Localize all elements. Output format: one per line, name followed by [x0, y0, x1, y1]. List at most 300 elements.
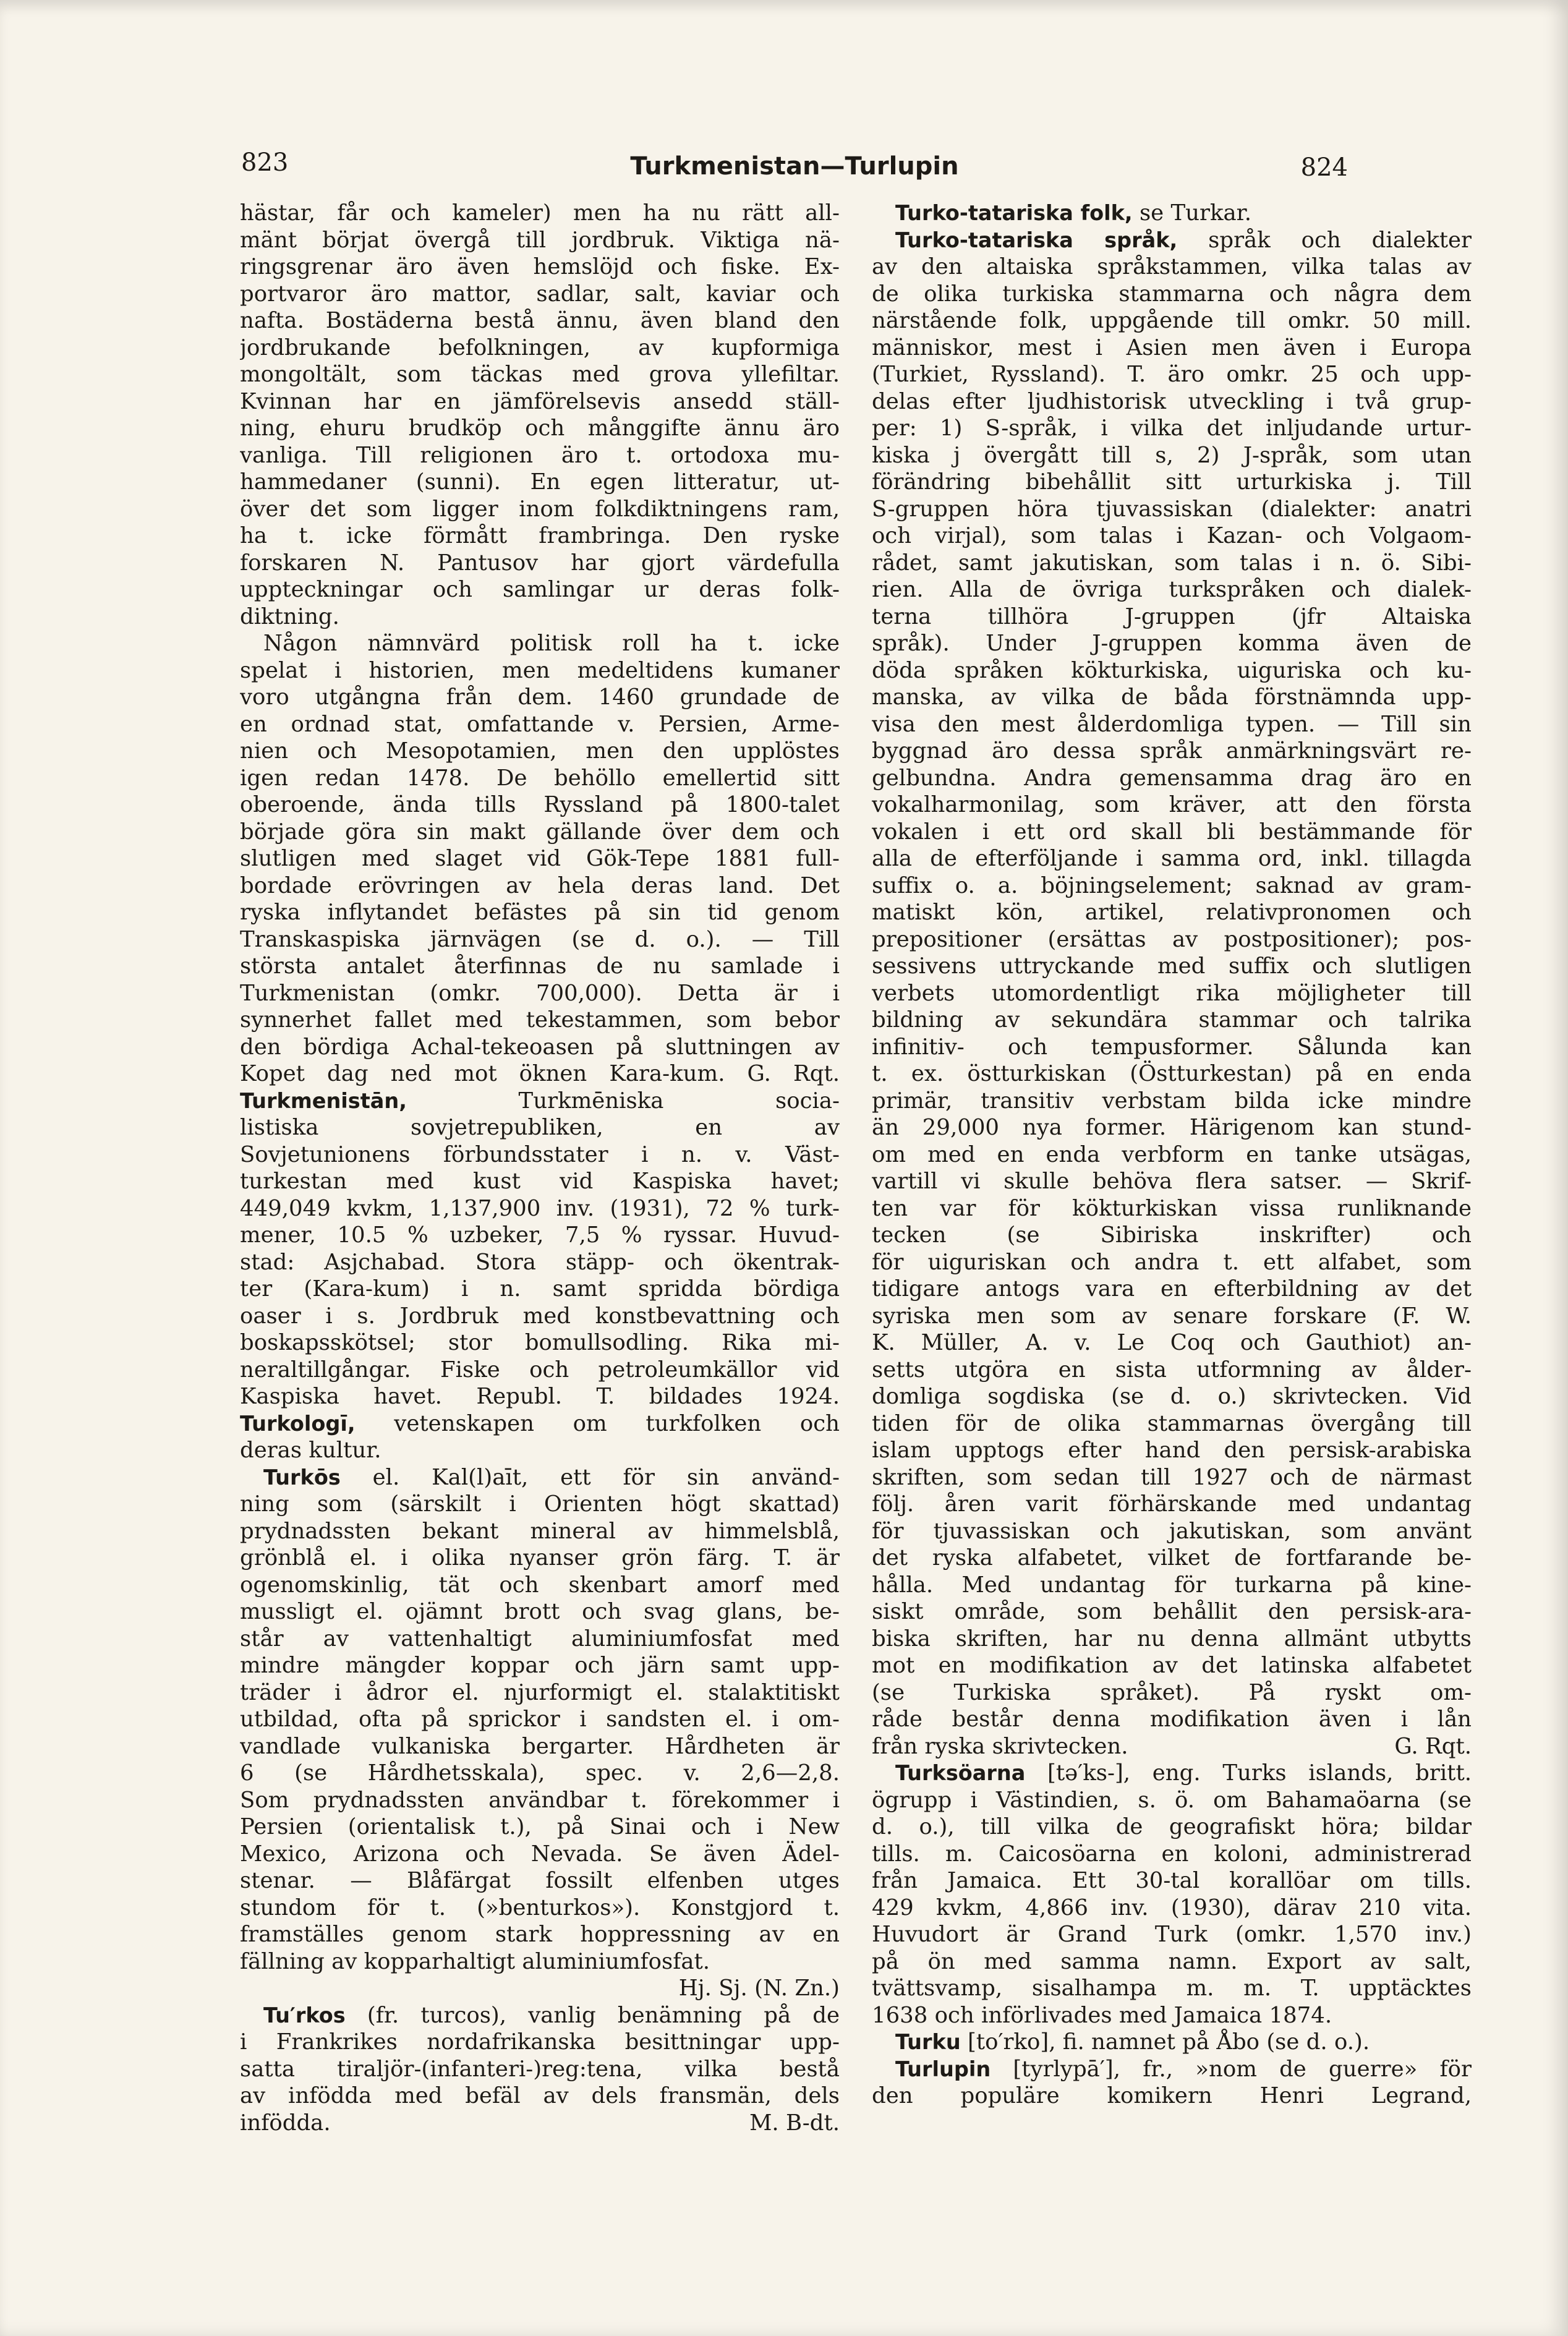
line-text: Turkmenistan (omkr. 700,000). Detta är i: [240, 980, 840, 1006]
text-line: [240, 1034, 840, 1061]
line-text: el. Kal(l)aīt, ett för sin använd-: [340, 1464, 840, 1490]
line-text: stenar. — Blåfärgat fossilt elfenben utges: [240, 1868, 840, 1893]
text-line: [872, 684, 1472, 711]
line-text: deras kultur.: [240, 1438, 381, 1463]
line-text: per: 1) S-språk, i vilka det inljudande urtur-: [872, 416, 1472, 441]
line-text: delas efter ljudhistorisk utveckling i två grup-: [872, 388, 1472, 414]
text-line: [872, 711, 1472, 738]
line-text: neraltillgångar. Fiske och petroleumkällor vid: [240, 1357, 840, 1383]
line-text: mot en modifikation av det latinska alfabetet: [872, 1653, 1472, 1678]
text-line: [872, 1249, 1472, 1276]
line-text: ögrupp i Västindien, s. ö. om Bahamaöarna (se: [872, 1787, 1472, 1813]
line-text: råde består denna modifikation även i lån: [872, 1707, 1472, 1732]
line-text: ter (Kara-kum) i n. samt spridda bördiga: [240, 1276, 840, 1302]
text-line: [240, 1329, 840, 1357]
line-text: slutligen med slaget vid Gök-Tepe 1881 full-: [240, 846, 840, 871]
text-line: [240, 1948, 840, 1976]
line-text: nien och Mesopotamien, men den upplöstes: [240, 738, 840, 764]
line-text: ning, ehuru brudköp och månggifte ännu äro: [240, 416, 840, 441]
text-line: [872, 1276, 1472, 1303]
line-text: hammedaner (sunni). En egen litteratur, ut-: [240, 469, 840, 495]
line-text: terna tillhöra J-gruppen (jfr Altaiska: [872, 603, 1472, 629]
line-text: tiden för de olika stammarnas övergång till: [872, 1410, 1472, 1436]
line-text: från Jamaica. Ett 30-tal korallöar om tills.: [872, 1868, 1472, 1893]
entry-headword: Turkologī,: [240, 1411, 356, 1436]
line-text: infinitiv- och tempusformer. Sålunda kan: [872, 1034, 1472, 1060]
text-line: [240, 1222, 840, 1249]
line-text: närstående folk, uppgående till omkr. 50 mill.: [872, 308, 1472, 333]
text-line: [240, 711, 840, 738]
text-line: [872, 469, 1472, 496]
text-line: [240, 738, 840, 765]
text-line: [240, 1464, 840, 1491]
text-line: [872, 254, 1472, 281]
line-text: Transkaspiska järnvägen (se d. o.). — Till: [240, 926, 840, 952]
text-line: [240, 765, 840, 792]
text-line: [872, 1222, 1472, 1249]
line-text: fällning av kopparhaltigt aluminiumfosfat.: [240, 1948, 710, 1974]
author-signature: G. Rqt.: [1394, 1733, 1472, 1759]
text-line: [872, 1410, 1472, 1438]
text-line: [240, 1787, 840, 1814]
line-text: vandlade vulkaniska bergarter. Hårdheten är: [240, 1733, 840, 1759]
text-line: [240, 442, 840, 469]
text-line: [240, 1975, 840, 2002]
entry-headword: Turko-tatariska folk,: [895, 201, 1133, 225]
text-line: [240, 872, 840, 900]
text-line: [240, 1060, 840, 1088]
line-text: stundom för t. (»benturkos»). Konstgjord t.: [240, 1895, 840, 1920]
text-line: [240, 1437, 840, 1464]
text-line: [240, 2002, 840, 2029]
text-line: [872, 1572, 1472, 1599]
text-line: [872, 1383, 1472, 1410]
line-text: satta tiraljör-(infanteri-)reg:tena, vilka bestå: [240, 2056, 840, 2082]
line-text: Persien (orientalisk t.), på Sinai och i New: [240, 1814, 840, 1839]
text-line: [872, 361, 1472, 388]
line-text: största antalet återfinnas de nu samlade i: [240, 953, 840, 979]
text-line: [872, 227, 1472, 254]
line-text: diktning.: [240, 603, 339, 629]
text-line: [872, 2082, 1472, 2110]
text-line: [240, 1841, 840, 1868]
text-line: [240, 1249, 840, 1276]
line-text: igen redan 1478. De behöllo emellertid sitt: [240, 765, 840, 791]
text-line: [872, 442, 1472, 469]
line-text: vokalen i ett ord skall bli bestämmande för: [872, 819, 1472, 845]
line-text: av den altaiska språkstammen, vilka talas av: [872, 254, 1472, 279]
line-text: ten var för kökturkiskan vissa runliknande: [872, 1195, 1472, 1221]
text-line: [240, 1276, 840, 1303]
text-line: [240, 926, 840, 953]
line-text: och virjal), som talas i Kazan- och Volgaom-: [872, 523, 1472, 548]
line-text: det ryska alfabetet, vilket de fortfarande be-: [872, 1545, 1472, 1571]
line-text: infödda.: [240, 2110, 331, 2136]
line-text: i Frankrikes nordafrikanska besittningar upp-: [240, 2029, 840, 2055]
line-text: ringsgrenar äro även hemslöjd och fiske. Ex-: [240, 254, 840, 279]
line-text: K. Müller, A. v. Le Coq och Gauthiot) an-: [872, 1330, 1472, 1355]
text-line: [872, 1867, 1472, 1895]
line-text: grönblå el. i olika nyanser grön färg. T. är: [240, 1545, 840, 1571]
text-line: [240, 307, 840, 335]
line-text: för tjuvassiskan och jakutiskan, som använt: [872, 1518, 1472, 1544]
text-line: [240, 1168, 840, 1195]
text-line: [240, 469, 840, 496]
text-line: [240, 980, 840, 1007]
line-text: vartill vi skulle behöva flera satser. — Skrif-: [872, 1169, 1472, 1194]
line-text: jordbrukande befolkningen, av kupformiga: [240, 335, 840, 360]
line-text: suffix o. a. böjningselement; saknad av gram-: [872, 872, 1472, 898]
line-text: rien. Alla de övriga turkspråken och dialek-: [872, 577, 1472, 602]
text-line: [240, 550, 840, 577]
text-line: [872, 1437, 1472, 1464]
line-text: oberoende, ända tills Ryssland på 1800-talet: [240, 792, 840, 817]
line-text: för uiguriskan och andra t. ett alfabet, som: [872, 1249, 1472, 1275]
text-line: [240, 254, 840, 281]
text-line: [872, 522, 1472, 550]
line-text: mener, 10.5 % uzbeker, 7,5 % ryssar. Huvud-: [240, 1222, 840, 1248]
text-line: [872, 1814, 1472, 1841]
text-line: [240, 1195, 840, 1222]
line-text: alla de efterföljande i samma ord, inkl. tillagda: [872, 846, 1472, 871]
line-text: manska, av vilka de båda förstnämnda upp-: [872, 684, 1472, 710]
line-text: förändring bibehållit sitt urturkiska j. Till: [872, 469, 1472, 495]
text-line: [240, 335, 840, 362]
text-line: [872, 630, 1472, 657]
line-text: Kaspiska havet. Republ. T. bildades 1924.: [240, 1384, 840, 1409]
text-line: [240, 1814, 840, 1841]
text-line: [240, 1867, 840, 1895]
line-text: boskapsskötsel; stor bomullsodling. Rika mi-: [240, 1330, 840, 1355]
line-text: 6 (se Hårdhetsskala), spec. v. 2,6—2,8.: [240, 1760, 840, 1786]
text-line: [240, 845, 840, 872]
text-line: [872, 576, 1472, 603]
line-text: en ordnad stat, omfattande v. Persien, Arme-: [240, 711, 840, 737]
text-line: [872, 1598, 1472, 1626]
text-line: [872, 1652, 1472, 1679]
text-line: [872, 1034, 1472, 1061]
line-text: den populäre komikern Henri Legrand,: [872, 2083, 1472, 2108]
text-line: [240, 2029, 840, 2056]
line-text: tills. m. Caicosöarna en koloni, administrerad: [872, 1841, 1472, 1867]
line-text: tvättsvamp, sisalhampa m. m. T. upptäcktes: [872, 1976, 1472, 2001]
text-line: [872, 791, 1472, 819]
line-text: utbildad, ofta på sprickor i sandsten el. i om-: [240, 1707, 840, 1732]
text-line: [872, 1060, 1472, 1088]
line-text: byggnad äro dessa språk anmärkningsvärt re-: [872, 738, 1472, 764]
line-text: av infödda med befäl av dels fransmän, dels: [240, 2083, 840, 2108]
text-line: [240, 1410, 840, 1438]
line-text: hästar, får och kameler) men ha nu rätt all-: [240, 200, 840, 226]
line-text: synnerhet fallet med tekestammen, som bebor: [240, 1007, 840, 1033]
text-line: [240, 281, 840, 308]
text-line: [872, 1141, 1472, 1169]
text-line: [872, 1921, 1472, 1948]
text-line: [872, 1357, 1472, 1384]
entry-headword: Turkmenistān,: [240, 1088, 407, 1113]
text-line: [240, 200, 840, 227]
right-column: [872, 200, 1472, 2110]
line-text: S-gruppen höra tjuvassiskan (dialekter: anatri: [872, 496, 1472, 522]
text-line: [240, 1141, 840, 1169]
line-text: tidigare antogs vara en efterbildning av det: [872, 1276, 1472, 1302]
line-text: siskt område, som behållit den persisk-ara-: [872, 1599, 1472, 1624]
line-text: Kvinnan har en jämförelsevis ansedd ställ-: [240, 388, 840, 414]
line-text: nafta. Bostäderna bestå ännu, även bland den: [240, 308, 840, 333]
text-line: [872, 200, 1472, 227]
line-text: vokalharmonilag, som kräver, att den första: [872, 792, 1472, 817]
line-text: domliga sogdiska (se d. o.) skrivtecken. Vid: [872, 1384, 1472, 1409]
line-text: bildning av sekundära stammar och talrika: [872, 1007, 1472, 1033]
line-text: Huvudort är Grand Turk (omkr. 1,570 inv.): [872, 1922, 1472, 1947]
line-text: syriska men som av senare forskare (F. W.: [872, 1303, 1472, 1329]
line-text: voro utgångna från dem. 1460 grundade de: [240, 684, 840, 710]
page-number-right: 824: [1300, 153, 1348, 182]
line-text: portvaror äro mattor, sadlar, salt, kaviar och: [240, 281, 840, 307]
text-line: [872, 1114, 1472, 1141]
line-text: den bördiga Achal-tekeoasen på sluttningen av: [240, 1034, 840, 1060]
text-line: [240, 630, 840, 657]
text-line: [872, 388, 1472, 416]
text-line: [872, 1545, 1472, 1572]
text-line: [872, 657, 1472, 684]
line-text: prepositioner (ersättas av postpositioner); pos-: [872, 926, 1472, 952]
text-line: [240, 1760, 840, 1787]
line-text: ning som (särskilt i Orienten högt skattad): [240, 1491, 840, 1517]
text-line: [872, 550, 1472, 577]
line-text: skriften, som sedan till 1927 och de närmast: [872, 1464, 1472, 1490]
line-text: t. ex. östturkiskan (Östturkestan) på en enda: [872, 1061, 1472, 1086]
text-line: [240, 603, 840, 631]
line-text: setts utgöra en sista utformning av ålder-: [872, 1357, 1472, 1383]
text-line: [240, 415, 840, 442]
text-line: [872, 1706, 1472, 1733]
line-text: Någon nämnvärd politisk roll ha t. icke: [263, 631, 840, 656]
line-text: bordade erövringen av hela deras land. Det: [240, 872, 840, 898]
line-text: (Turkiet, Ryssland). T. äro omkr. 25 och upp-: [872, 362, 1472, 387]
page-title: Turkmenistan—Turlupin: [630, 152, 959, 181]
text-line: [240, 1491, 840, 1518]
line-text: [to′rko], fi. namnet på Åbo (se d. o.).: [960, 2029, 1370, 2055]
text-line: [872, 845, 1472, 872]
text-line: [872, 335, 1472, 362]
line-text: turkestan med kust vid Kaspiska havet;: [240, 1169, 840, 1194]
text-line: [872, 1518, 1472, 1545]
entry-headword: Turksöarna: [895, 1761, 1026, 1785]
text-line: [872, 926, 1472, 953]
line-text: spelat i historien, men medeltidens kumaner: [240, 657, 840, 683]
line-text: mänt börjat övergå till jordbruk. Viktiga nä-: [240, 227, 840, 253]
line-text: språk). Under J-gruppen komma även de: [872, 631, 1472, 656]
line-text: ogenomskinlig, tät och skenbart amorf med: [240, 1572, 840, 1598]
line-text: (se Turkiska språket). På ryskt om-: [872, 1679, 1472, 1705]
text-line: [240, 1921, 840, 1948]
text-line: [872, 2056, 1472, 2083]
text-line: [240, 1303, 840, 1330]
line-text: språk och dialekter: [1177, 227, 1472, 253]
text-line: [240, 684, 840, 711]
line-text: började göra sin makt gällande över dem och: [240, 819, 840, 845]
text-line: [240, 1652, 840, 1679]
entry-headword: Turko-tatariska språk,: [895, 228, 1178, 252]
line-text: oaser i s. Jordbruk med konstbevattning och: [240, 1303, 840, 1329]
line-text: döda språken kökturkiska, uiguriska och ku-: [872, 657, 1472, 683]
line-text: se Turkar.: [1132, 200, 1251, 226]
text-line: [240, 899, 840, 926]
line-text: från ryska skrivtecken.: [872, 1733, 1128, 1759]
line-text: ha t. icke förmått frambringa. Den ryske: [240, 523, 840, 548]
text-line: [872, 765, 1472, 792]
text-line: [872, 307, 1472, 335]
line-text: mussligt el. ojämnt brott och svag glans, be-: [240, 1599, 840, 1624]
text-line: [240, 496, 840, 523]
line-text: ryska inflytandet befästes på sin tid genom: [240, 900, 840, 925]
text-line: [872, 899, 1472, 926]
line-text: verbets utomordentligt rika möjligheter till: [872, 980, 1472, 1006]
text-line: [872, 496, 1472, 523]
text-line: [872, 1975, 1472, 2002]
line-text: vanliga. Till religionen äro t. ortodoxa mu-: [240, 442, 840, 468]
running-head: [241, 148, 1348, 185]
text-line: [240, 361, 840, 388]
text-line: [872, 1787, 1472, 1814]
text-line: [240, 1598, 840, 1626]
text-line: [872, 1088, 1472, 1115]
line-text: [tyrlypā′], fr., »nom de guerre» för: [991, 2056, 1472, 2082]
text-line: [240, 2110, 840, 2137]
line-text: står av vattenhaltigt aluminiumfosfat med: [240, 1626, 840, 1652]
line-text: prydnadssten bekant mineral av himmelsblå,: [240, 1518, 840, 1544]
line-text: 1638 och införlivades med Jamaica 1874.: [872, 2002, 1332, 2028]
line-text: primär, transitiv verbstam bilda icke mindre: [872, 1088, 1472, 1114]
line-text: om med en enda verbform en tanke utsägas,: [872, 1141, 1472, 1167]
text-line: [872, 603, 1472, 631]
text-line: [240, 1626, 840, 1653]
text-line: [872, 1841, 1472, 1868]
text-line: [240, 819, 840, 846]
entry-headword: Tu′rkos: [263, 2003, 346, 2027]
text-line: [872, 738, 1472, 765]
text-line: [240, 1895, 840, 1922]
line-text: stad: Asjchabad. Stora stäpp- och ökentrak-: [240, 1249, 840, 1275]
text-line: [872, 872, 1472, 900]
text-line: [240, 1357, 840, 1384]
line-text: d. o.), till vilka de geografiskt höra; bildar: [872, 1814, 1472, 1839]
line-text: uppteckningar och samlingar ur deras folk-: [240, 577, 840, 602]
text-line: [240, 2082, 840, 2110]
line-text: rådet, samt jakutiskan, som talas i n. ö. Sibi-: [872, 550, 1472, 576]
text-line: [872, 1948, 1472, 1976]
text-line: [872, 1464, 1472, 1491]
text-line: [872, 1168, 1472, 1195]
text-line: [240, 1679, 840, 1707]
text-line: [240, 1088, 840, 1115]
text-line: [240, 1733, 840, 1760]
line-text: Kopet dag ned mot öknen Kara-kum. G. Rqt.: [240, 1061, 840, 1086]
line-text: Mexico, Arizona och Nevada. Se även Ädel-: [240, 1841, 840, 1867]
text-line: [872, 1733, 1472, 1760]
line-text: visa den mest ålderdomliga typen. — Till sin: [872, 711, 1472, 737]
text-line: [240, 227, 840, 254]
text-line: [240, 1572, 840, 1599]
text-line: [240, 791, 840, 819]
text-line: [872, 1679, 1472, 1707]
line-text: matiskt kön, artikel, relativpronomen och: [872, 900, 1472, 925]
line-text: Som prydnadssten användbar t. förekommer i: [240, 1787, 840, 1813]
text-line: [240, 388, 840, 416]
line-text: [tə′ks-], eng. Turks islands, britt.: [1025, 1760, 1472, 1786]
text-line: [240, 1114, 840, 1141]
line-text: träder i ådror el. njurformigt el. stalaktitiskt: [240, 1679, 840, 1705]
text-line: [240, 1383, 840, 1410]
text-line: [240, 522, 840, 550]
line-text: 429 kvkm, 4,866 inv. (1930), därav 210 vita.: [872, 1895, 1472, 1920]
text-line: [872, 1303, 1472, 1330]
text-line: [872, 2002, 1472, 2029]
text-line: [872, 2029, 1472, 2056]
text-line: [872, 819, 1472, 846]
text-line: [240, 1007, 840, 1034]
line-text: framställes genom stark hoppressning av en: [240, 1922, 840, 1947]
left-column: [240, 200, 840, 2136]
line-text: kiska j övergått till s, 2) J-språk, som utan: [872, 442, 1472, 468]
line-text: vetenskapen om turkfolken och: [355, 1410, 840, 1436]
line-text: Turkmēniska socia-: [406, 1088, 840, 1114]
line-text: följ. åren varit förhärskande med undantag: [872, 1491, 1472, 1517]
entry-headword: Turku: [895, 2030, 961, 2054]
text-line: [240, 1706, 840, 1733]
text-line: [872, 1195, 1472, 1222]
entry-headword: Turlupin: [895, 2057, 991, 2081]
line-text: (fr. turcos), vanlig benämning på de: [345, 2002, 840, 2028]
text-line: [240, 2056, 840, 2083]
entry-headword: Turkōs: [263, 1465, 341, 1490]
author-signature: M. B-dt.: [749, 2110, 840, 2136]
text-line: [872, 980, 1472, 1007]
line-text: forskaren N. Pantusov har gjort värdefulla: [240, 550, 840, 576]
text-line: [872, 1329, 1472, 1357]
text-line: [240, 953, 840, 980]
line-text: 449,049 kvkm, 1,137,900 inv. (1931), 72 % turk-: [240, 1195, 840, 1221]
line-text: listiska sovjetrepubliken, en av: [240, 1115, 840, 1140]
text-line: [872, 1491, 1472, 1518]
line-text: över det som ligger inom folkdiktningens ram,: [240, 496, 840, 522]
text-line: [872, 1760, 1472, 1787]
line-text: sessivens uttryckande med suffix och slutligen: [872, 953, 1472, 979]
text-line: [872, 953, 1472, 980]
line-text: Sovjetunionens förbundsstater i n. v. Väst-: [240, 1141, 840, 1167]
text-line: [240, 1518, 840, 1545]
line-text: gelbundna. Andra gemensamma drag äro en: [872, 765, 1472, 791]
line-text: hålla. Med undantag för turkarna på kine-: [872, 1572, 1472, 1598]
text-line: [240, 1545, 840, 1572]
line-text: de olika turkiska stammarna och några dem: [872, 281, 1472, 307]
line-text: människor, mest i Asien men även i Europa: [872, 335, 1472, 360]
text-line: [872, 415, 1472, 442]
text-line: [872, 281, 1472, 308]
line-text: på ön med samma namn. Export av salt,: [872, 1948, 1472, 1974]
line-text: Hj. Sj. (N. Zn.): [678, 1976, 840, 2001]
text-line: [872, 1895, 1472, 1922]
line-text: mindre mängder koppar och järn samt upp-: [240, 1653, 840, 1678]
line-text: islam upptogs efter hand den persisk-arabiska: [872, 1438, 1472, 1463]
line-text: biska skriften, har nu denna allmänt utbytts: [872, 1626, 1472, 1652]
line-text: tecken (se Sibiriska inskrifter) och: [872, 1222, 1472, 1248]
text-line: [240, 576, 840, 603]
line-text: mongoltält, som täckas med grova yllefiltar.: [240, 362, 840, 387]
text-line: [240, 657, 840, 684]
text-line: [872, 1007, 1472, 1034]
